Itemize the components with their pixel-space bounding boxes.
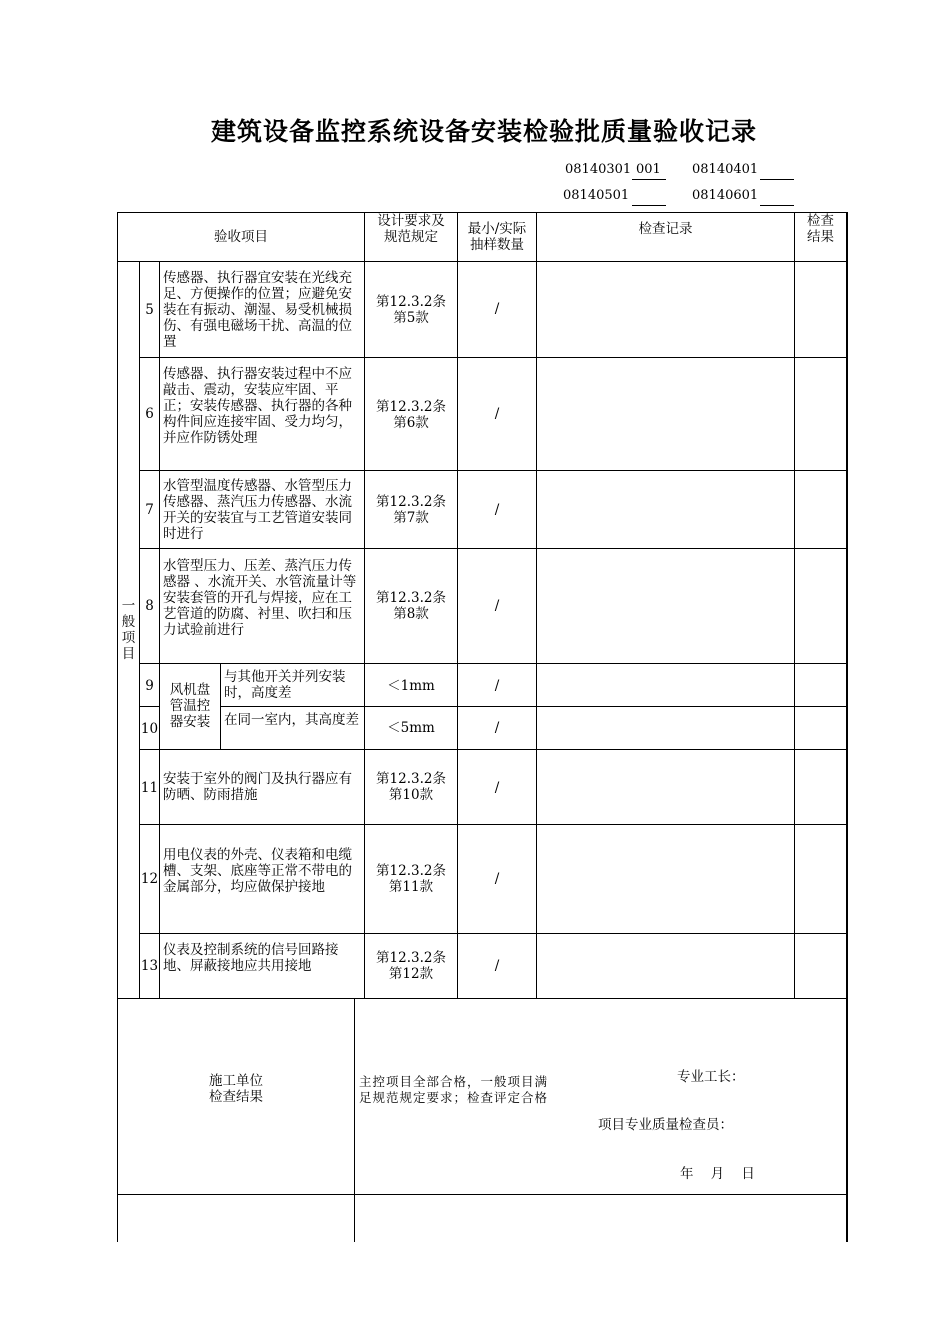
row-sample: / — [494, 301, 500, 317]
row-description: 在同一室内，其高度差 — [224, 712, 359, 728]
row-number: 5 — [145, 302, 154, 318]
code-label-2: 08140401 — [692, 162, 759, 177]
row-spec: 第12.3.2条 第12款 — [376, 950, 446, 982]
code-underline-4 — [760, 205, 794, 206]
row-description: 水管型温度传感器、水管型压力传感器、蒸汽压力传感器、水流开关的安装宜与工艺管道安装同时进行 — [163, 478, 352, 542]
row-description: 传感器、执行器宜安装在光线充足、方便操作的位置；应避免安装在有振动、潮湿、易受机械损伤、有强电磁场干扰、高温的位置 — [163, 270, 352, 350]
row-description: 与其他开关并列安装时，高度差 — [224, 669, 346, 701]
code-label-3: 08140501 — [563, 188, 630, 203]
inspector-label: 项目专业质量检查员： — [598, 1117, 733, 1133]
header-spec: 设计要求及 规范规定 — [377, 213, 445, 245]
row-spec: ＜5mm — [387, 720, 435, 736]
row-number: 7 — [145, 502, 154, 518]
row-sample: / — [494, 780, 500, 796]
page-title: 建筑设备监控系统设备安装检验批质量验收记录 — [210, 117, 757, 146]
row-description: 水管型压力、压差、蒸汽压力传感器 、水流开关、水管流量计等安装套管的开孔与焊接，应在工艺管道的防腐、衬里、吹扫和压力试验前进行 — [163, 558, 357, 638]
row-sample: / — [494, 406, 500, 422]
row-sample: / — [494, 598, 500, 614]
row-spec: ＜1mm — [387, 678, 435, 694]
code-underline-2 — [760, 179, 794, 180]
unit-check-label: 施工单位 检查结果 — [209, 1073, 263, 1105]
row-number: 11 — [140, 780, 159, 796]
row-description: 安装于室外的阀门及执行器应有防晒、防雨措施 — [163, 771, 352, 803]
row-spec: 第12.3.2条 第10款 — [376, 771, 446, 803]
row-spec: 第12.3.2条 第8款 — [376, 590, 446, 622]
check-remark: 主控项目全部合格，一般项目满足规范规定要求；检查评定合格 — [359, 1074, 549, 1105]
row-number: 12 — [140, 871, 159, 887]
header-sample: 最小/实际 抽样数量 — [467, 221, 527, 253]
row-number: 10 — [140, 721, 159, 737]
row-spec: 第12.3.2条 第5款 — [376, 294, 446, 326]
row-sample: / — [494, 958, 500, 974]
row-number: 9 — [145, 678, 154, 694]
row-description: 用电仪表的外壳、仪表箱和电缆槽、支架、底座等正常不带电的金属部分，均应做保护接地 — [163, 847, 352, 895]
row-number: 6 — [145, 406, 154, 422]
header-result: 检查 结果 — [807, 213, 834, 245]
row-sample: / — [494, 871, 500, 887]
header-record: 检查记录 — [638, 221, 693, 237]
code-underline-1 — [632, 179, 666, 180]
row-spec: 第12.3.2条 第7款 — [376, 494, 446, 526]
row-spec: 第12.3.2条 第11款 — [376, 863, 446, 895]
row-sample: / — [494, 678, 500, 694]
row-sample: / — [494, 720, 500, 736]
code-label-4: 08140601 — [692, 188, 759, 203]
code-label-1: 08140301 — [565, 162, 632, 177]
code-underline-3 — [632, 205, 666, 206]
date-label: 年 月 日 — [680, 1166, 755, 1182]
code-value-1: 001 — [636, 162, 661, 177]
foreman-label: 专业工长： — [677, 1069, 745, 1085]
header-item: 验收项目 — [214, 229, 268, 245]
row-number: 13 — [140, 958, 159, 974]
category-label: 一 般 项 目 — [121, 598, 136, 662]
row-number: 8 — [145, 598, 154, 614]
row-spec: 第12.3.2条 第6款 — [376, 399, 446, 431]
row-description: 传感器、执行器安装过程中不应敲击、震动，安装应牢固、平正；安装传感器、执行器的各种构件间应连接牢固、受力均匀，并应作防锈处理 — [163, 366, 352, 446]
group-label: 风机盘 管温控 器安装 — [169, 682, 211, 730]
row-sample: / — [494, 502, 500, 518]
row-description: 仪表及控制系统的信号回路接地、屏蔽接地应共用接地 — [163, 942, 339, 974]
